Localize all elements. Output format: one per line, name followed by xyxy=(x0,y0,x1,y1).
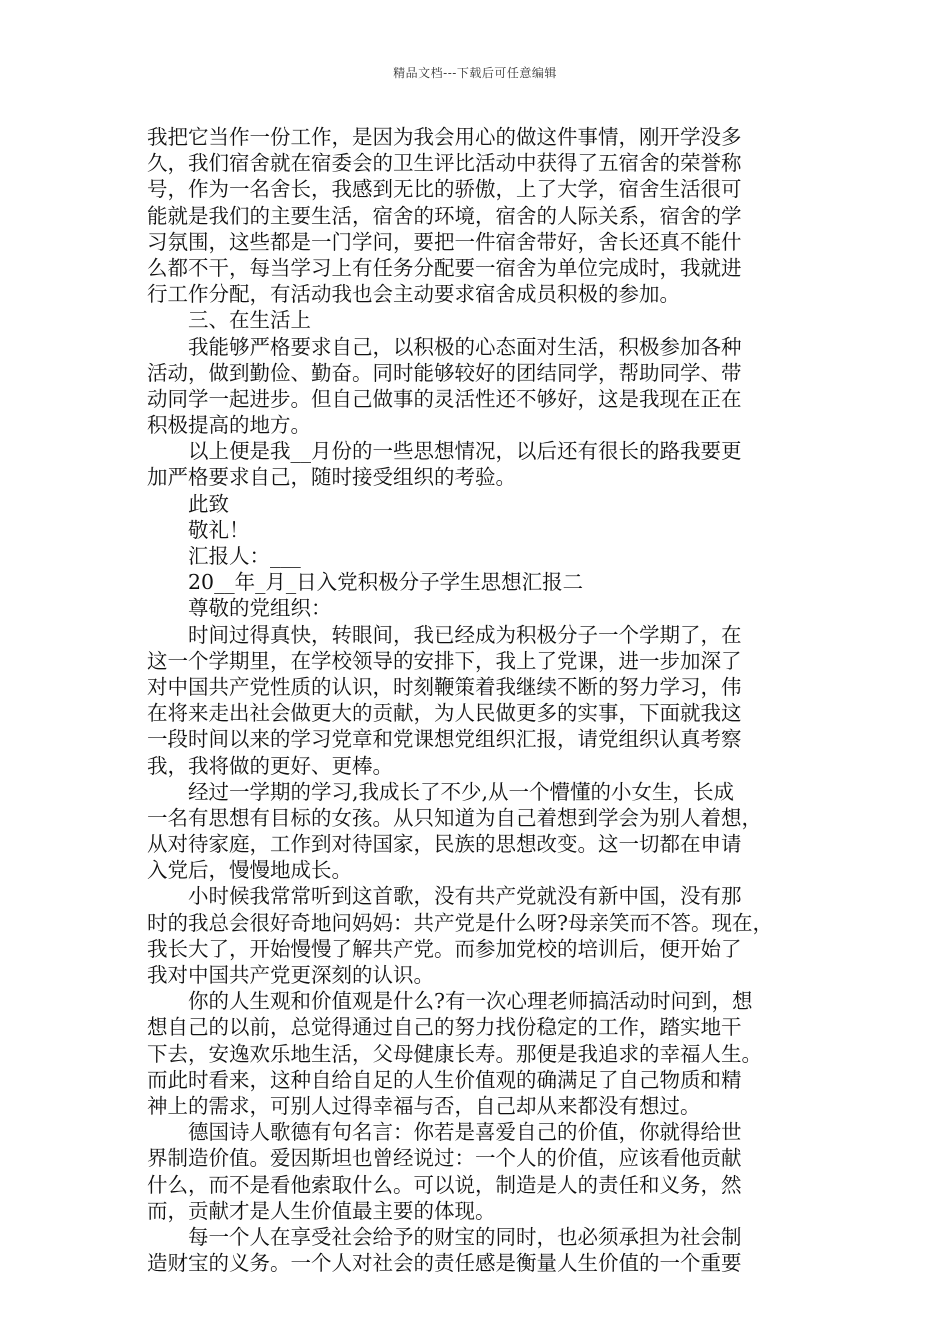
text-line: 加严格要求自己，随时接受组织的考验。 xyxy=(147,465,516,490)
text-line: 一名有思想有目标的女孩。从只知道为自己着想到学会为别人着想， xyxy=(147,805,762,830)
text-line: 经过一学期的学习,我成长了不少,从一个懵懂的小女生，长成 xyxy=(188,779,735,804)
text-line: 20__年_月_日入党积极分子学生思想汇报二 xyxy=(188,570,584,595)
text-line: 号，作为一名舍长，我感到无比的骄傲，上了大学，宿舍生活很可 xyxy=(147,177,742,202)
text-line: 什么，而不是看他索取什么。可以说，制造是人的责任和义务，然 xyxy=(147,1172,742,1197)
text-line: 这一个学期里，在学校领导的安排下，我上了党课，进一步加深了 xyxy=(147,648,742,673)
text-line: 而，贡献才是人生价值最主要的体现。 xyxy=(147,1198,496,1223)
text-line: 动同学一起进步。但自己做事的灵活性还不够好，这是我现在正在 xyxy=(147,386,742,411)
text-line: 此致 xyxy=(188,491,229,516)
text-line: 一段时间以来的学习党章和党课想党组织汇报，请党组织认真考察 xyxy=(147,727,742,752)
document-body xyxy=(147,124,807,1276)
text-line: 能就是我们的主要生活，宿舍的环境，宿舍的人际关系，宿舍的学 xyxy=(147,203,742,228)
text-line: 神上的需求，可别人过得幸福与否，自己却从来都没有想过。 xyxy=(147,1093,701,1118)
text-line: 造财宝的义务。一个人对社会的责任感是衡量人生价值的一个重要 xyxy=(147,1251,742,1276)
page-header: 精品文档---下载后可任意编辑 xyxy=(393,66,557,80)
text-line: 积极提高的地方。 xyxy=(147,413,311,438)
text-line: 想自己的以前，总觉得通过自己的努力找份稳定的工作，踏实地干 xyxy=(147,1015,742,1040)
text-line: 下去，安逸欢乐地生活，父母健康长寿。那便是我追求的幸福人生。 xyxy=(147,1041,762,1066)
text-line: 时间过得真快，转眼间，我已经成为积极分子一个学期了，在 xyxy=(188,622,742,647)
text-line: 时的我总会很好奇地问妈妈：共产党是什么呀?母亲笑而不答。现在， xyxy=(147,910,773,935)
text-line: 我把它当作一份工作，是因为我会用心的做这件事情，刚开学没多 xyxy=(147,125,742,149)
text-line: 汇报人：___ xyxy=(188,544,301,568)
text-line: 在将来走出社会做更大的贡献，为人民做更多的实事，下面就我这 xyxy=(147,701,742,726)
text-line: 我能够严格要求自己，以积极的心态面对生活，积极参加各种 xyxy=(188,334,742,359)
text-line: 从对待家庭，工作到对待国家，民族的思想改变。这一切都在申请 xyxy=(147,832,742,857)
text-line: 小时候我常常听到这首歌，没有共产党就没有新中国，没有那 xyxy=(188,884,742,909)
text-line: 三、在生活上 xyxy=(188,308,311,333)
text-line: 入党后，慢慢地成长。 xyxy=(147,858,352,883)
text-line: 活动，做到勤俭、勤奋。同时能够较好的团结同学，帮助同学、带 xyxy=(147,360,742,385)
text-line: 敬礼！ xyxy=(188,517,250,542)
text-line: 习氛围，这些都是一门学问，要把一件宿舍带好，舍长还真不能什 xyxy=(147,229,742,254)
text-line: 久，我们宿舍就在宿委会的卫生评比活动中获得了五宿舍的荣誉称 xyxy=(147,151,742,176)
text-line: 我对中国共产党更深刻的认识。 xyxy=(147,963,434,987)
text-line: 以上便是我__月份的一些思想情况，以后还有很长的路我要更 xyxy=(188,439,742,464)
text-line: 对中国共产党性质的认识，时刻鞭策着我继续不断的努力学习，伟 xyxy=(147,674,742,699)
text-line: 界制造价值。爱因斯坦也曾经说过：一个人的价值，应该看他贡献 xyxy=(147,1146,742,1171)
text-line: 我长大了，开始慢慢了解共产党。而参加党校的培训后，便开始了 xyxy=(147,936,742,961)
text-line: 每一个人在享受社会给予的财宝的同时，也必须承担为社会制 xyxy=(188,1224,742,1249)
text-line: 而此时看来，这种自给自足的人生价值观的确满足了自己物质和精 xyxy=(147,1067,742,1092)
text-line: 么都不干，每当学习上有任务分配要一宿舍为单位完成时，我就进 xyxy=(147,255,742,280)
text-line: 我，我将做的更好、更棒。 xyxy=(147,753,393,778)
text-line: 行工作分配，有活动我也会主动要求宿舍成员积极的参加。 xyxy=(147,282,680,307)
text-line: 德国诗人歌德有句名言：你若是喜爱自己的价值，你就得给世 xyxy=(188,1120,742,1145)
text-line: 你的人生观和价值观是什么?有一次心理老师搞活动时问到，想 xyxy=(188,989,753,1014)
text-line: 尊敬的党组织： xyxy=(188,596,332,621)
